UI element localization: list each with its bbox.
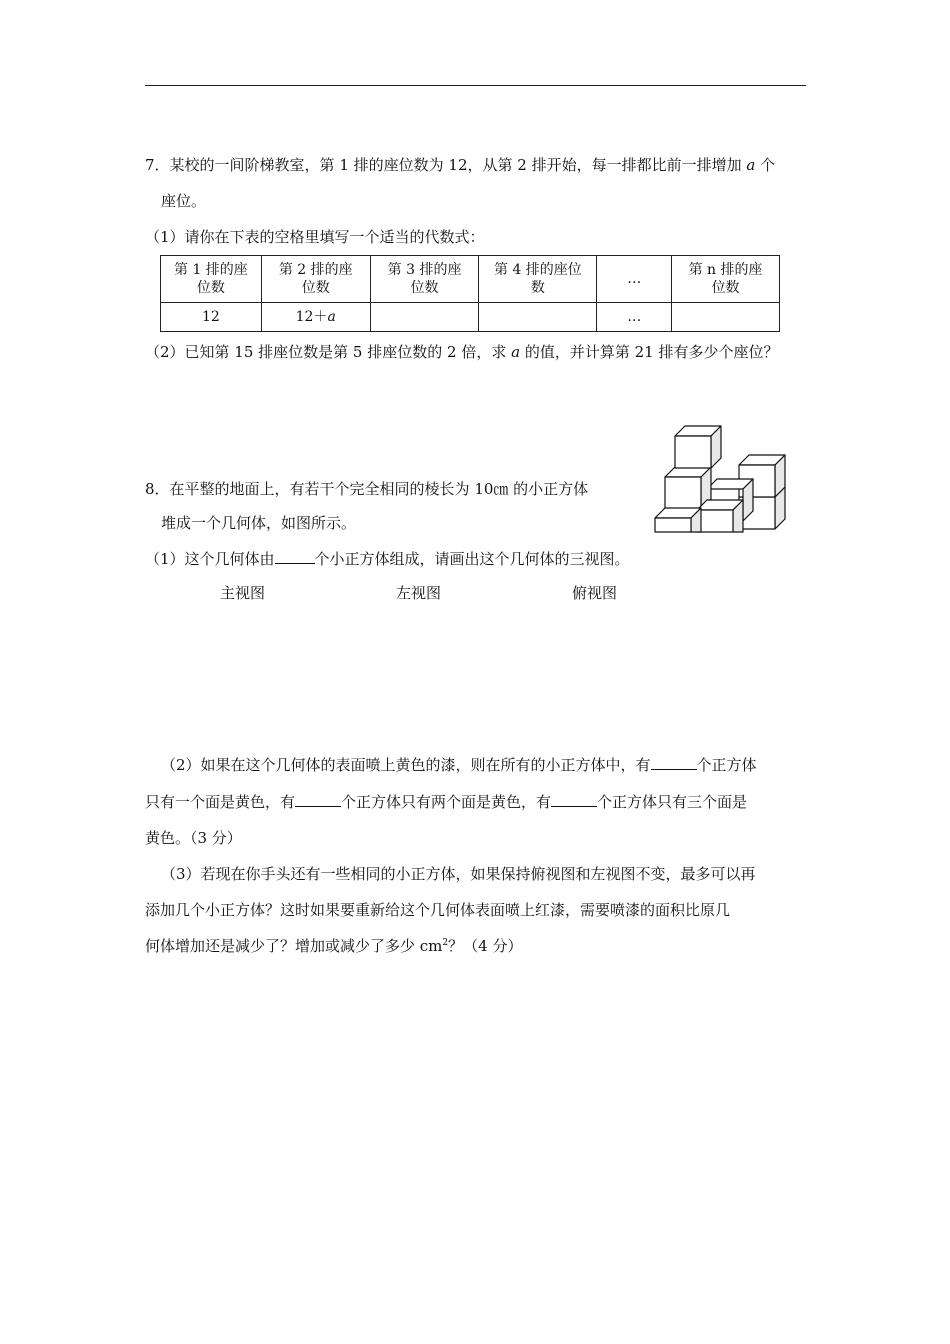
answer-blank-two-faces[interactable] bbox=[295, 792, 341, 807]
cube-front-center bbox=[697, 500, 743, 532]
answer-blank-three-faces[interactable] bbox=[551, 792, 597, 807]
header-rule bbox=[145, 85, 806, 86]
q7-number: 7． bbox=[145, 156, 170, 174]
header-cell-row2: 第 2 排的座 位数 bbox=[261, 256, 370, 303]
view-label-left: 左视图 bbox=[396, 584, 442, 602]
q7-var: a bbox=[746, 156, 756, 174]
view-label-top: 俯视图 bbox=[572, 584, 618, 602]
cube-stack-figure bbox=[653, 425, 788, 533]
q7-part2: （2）已知第 15 排座位数是第 5 排座位数的 2 倍，求 a 的值，并计算第 21 排有多少个座位？ bbox=[145, 343, 779, 361]
value-cell-row3-blank[interactable] bbox=[370, 303, 479, 332]
q8-part1: （1）这个几何体由 个小正方体组成，请画出这个几何体的三视图。 bbox=[145, 550, 630, 568]
value-cell-row1: 12 bbox=[161, 303, 262, 332]
cube-front-left bbox=[655, 508, 701, 532]
value-cell-row-n-blank[interactable] bbox=[672, 303, 780, 332]
q8-part2-line2: 只有一个面是黄色，有 个正方体只有两个面是黄色，有 个正方体只有三个面是 bbox=[145, 793, 748, 811]
header-cell-row-n: 第 n 排的座 位数 bbox=[672, 256, 780, 303]
header-cell-row3: 第 3 排的座 位数 bbox=[370, 256, 479, 303]
q8-number: 8． bbox=[145, 480, 170, 498]
q8-text: 在平整的地面上，有若干个完全相同的棱长为 10㎝ 的小正方体 bbox=[169, 480, 589, 498]
answer-blank-one-face[interactable] bbox=[651, 755, 697, 770]
q7-part1: （1）请你在下表的空格里填写一个适当的代数式： bbox=[145, 228, 485, 246]
seat-table bbox=[160, 255, 780, 332]
header-cell-ellipsis: … bbox=[597, 256, 672, 303]
q7-line2: 座位。 bbox=[161, 192, 207, 210]
q8-part2-line1: （2）如果在这个几何体的表面喷上黄色的漆，则在所有的小正方体中，有 个正方体 bbox=[161, 756, 757, 774]
seat-table-header-row bbox=[161, 256, 780, 303]
view-label-front: 主视图 bbox=[220, 584, 266, 602]
cube-left-top bbox=[675, 426, 721, 468]
q8-part2-line3: 黄色。（3 分） bbox=[145, 829, 242, 847]
q8-line2: 堆成一个几何体，如图所示。 bbox=[161, 514, 357, 532]
q7-line1 bbox=[145, 154, 775, 175]
q8-part3-line2: 添加几个小正方体？这时如果要重新给这个几何体表面喷上红漆，需要喷漆的面积比原几 bbox=[145, 901, 731, 919]
value-cell-row2: 12＋a bbox=[261, 303, 370, 332]
q7-text-end: 个 bbox=[755, 156, 776, 174]
seat-table-value-row bbox=[161, 303, 780, 332]
q7-text: 某校的一间阶梯教室，第 1 排的座位数为 12，从第 2 排开始，每一排都比前一排增加 bbox=[169, 156, 747, 174]
q8-part3-line1: （3）若现在你手头还有一些相同的小正方体，如果保持俯视图和左视图不变，最多可以再 bbox=[161, 865, 756, 883]
q8-part3-line3: 何体增加还是减少了？增加或减少了多少 $cm^2$？（4 分） bbox=[145, 937, 523, 955]
answer-blank-cube-count[interactable] bbox=[275, 549, 315, 564]
header-cell-row4: 第 4 排的座位 数 bbox=[479, 256, 597, 303]
value-cell-ellipsis: … bbox=[597, 303, 672, 332]
header-cell-row1: 第 1 排的座 位数 bbox=[161, 256, 262, 303]
q8-line1 bbox=[145, 478, 588, 499]
value-cell-row4-blank[interactable] bbox=[479, 303, 597, 332]
